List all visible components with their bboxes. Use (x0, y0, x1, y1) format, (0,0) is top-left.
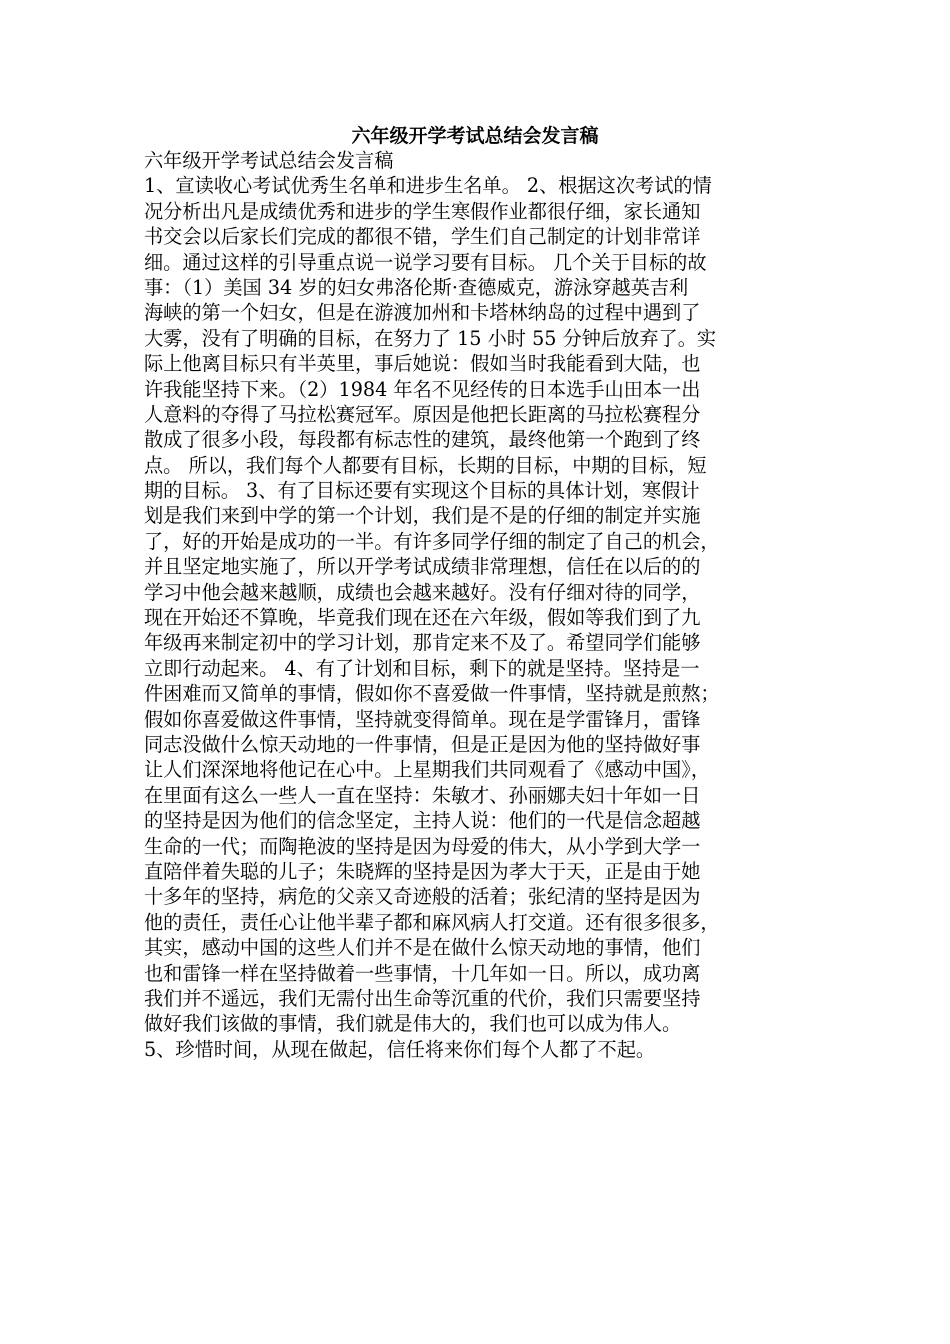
text-line: 海峡的第一个妇女，但是在游渡加州和卡塔林纳岛的过程中遇到了 (144, 301, 701, 325)
text-line: 直陪伴着失聪的儿子；朱晓辉的坚持是因为孝大于天，正是由于她 (144, 859, 701, 883)
text-line: 生命的一代；而陶艳波的坚持是因为母爱的伟大，从小学到大学一 (144, 834, 701, 858)
text-line: 他的责任，责任心让他半辈子都和麻风病人打交道。还有很多很多， (144, 910, 720, 934)
text-line: 细。通过这样的引导重点说一说学习要有目标。 几个关于目标的故 (144, 250, 707, 274)
text-line: 六年级开学考试总结会发言稿 (144, 149, 394, 172)
text-line: 大雾，没有了明确的目标，在努力了 15 小时 55 分钟后放弃了。实 (144, 326, 717, 350)
document-body (144, 148, 808, 1062)
text-line: 我们并不遥远，我们无需付出生命等沉重的代价，我们只需要坚持 (144, 986, 701, 1010)
text-line: 许我能坚持下来。（2）1984 年名不见经传的日本选手山田本一出 (144, 377, 701, 401)
text-line: 况分析出凡是成绩优秀和进步的学生寒假作业都很仔细，家长通知 (144, 199, 701, 223)
text-line: 际上他离目标只有半英里，事后她说：假如当时我能看到大陆，也 (144, 352, 701, 376)
text-line: 现在开始还不算晚，毕竟我们现在还在六年级，假如等我们到了九 (144, 606, 701, 630)
text-line: 散成了很多小段，每段都有标志性的建筑，最终他第一个跑到了终 (144, 428, 701, 452)
text-line: 的坚持是因为他们的信念坚定，主持人说：他们的一代是信念超越 (144, 809, 701, 833)
text-line: 件困难而又简单的事情，假如你不喜爱做一件事情，坚持就是煎熬； (144, 682, 720, 706)
text-line: 做好我们该做的事情，我们就是伟大的，我们也可以成为伟人。 (144, 1012, 682, 1036)
text-line: 书交会以后家长们完成的都很不错，学生们自己制定的计划非常详 (144, 225, 701, 249)
text-line: 年级再来制定初中的学习计划，那肯定来不及了。希望同学们能够 (144, 631, 701, 655)
text-line: 其实，感动中国的这些人们并不是在做什么惊天动地的事情，他们 (144, 936, 701, 960)
text-line: 期的目标。 3、有了目标还要有实现这个目标的具体计划，寒假计 (144, 479, 700, 503)
text-line: 了，好的开始是成功的一半。有许多同学仔细的制定了自己的机会， (144, 529, 720, 553)
text-line: 并且坚定地实施了，所以开学考试成绩非常理想，信任在以后的的 (144, 555, 701, 579)
text-line: 5、珍惜时间，从现在做起，信任将来你们每个人都了不起。 (144, 1037, 656, 1061)
text-line: 人意料的夺得了马拉松赛冠军。原因是他把长距离的马拉松赛程分 (144, 402, 701, 426)
text-line: 在里面有这么一些人一直在坚持：朱敏才、孙丽娜夫妇十年如一日 (144, 783, 701, 807)
text-line: 假如你喜爱做这件事情，坚持就变得简单。现在是学雷锋月，雷锋 (144, 707, 701, 731)
text-line: 事：（1）美国 34 岁的妇女弗洛伦斯·查德威克，游泳穿越英吉利 (144, 275, 689, 299)
text-line: 也和雷锋一样在坚持做着一些事情，十几年如一日。所以，成功离 (144, 961, 701, 985)
text-line: 1、宣读收心考试优秀生名单和进步生名单。 2、根据这次考试的情 (144, 174, 712, 198)
text-line: 点。 所以，我们每个人都要有目标，长期的目标，中期的目标，短 (144, 453, 707, 477)
text-line: 十多年的坚持，病危的父亲又奇迹般的活着；张纪清的坚持是因为 (144, 885, 701, 909)
document-title: 六年级开学考试总结会发言稿 (351, 125, 599, 147)
text-line: 立即行动起来。 4、有了计划和目标，剩下的就是坚持。坚持是一 (144, 656, 700, 680)
text-line: 让人们深深地将他记在心中。上星期我们共同观看了《感动中国》， (144, 758, 711, 782)
text-line: 划是我们来到中学的第一个计划，我们是不是的仔细的制定并实施 (144, 504, 701, 528)
text-line: 同志没做什么惊天动地的一件事情，但是正是因为他的坚持做好事 (144, 732, 701, 756)
text-line: 学习中他会越来越顺，成绩也会越来越好。没有仔细对待的同学， (144, 580, 701, 604)
